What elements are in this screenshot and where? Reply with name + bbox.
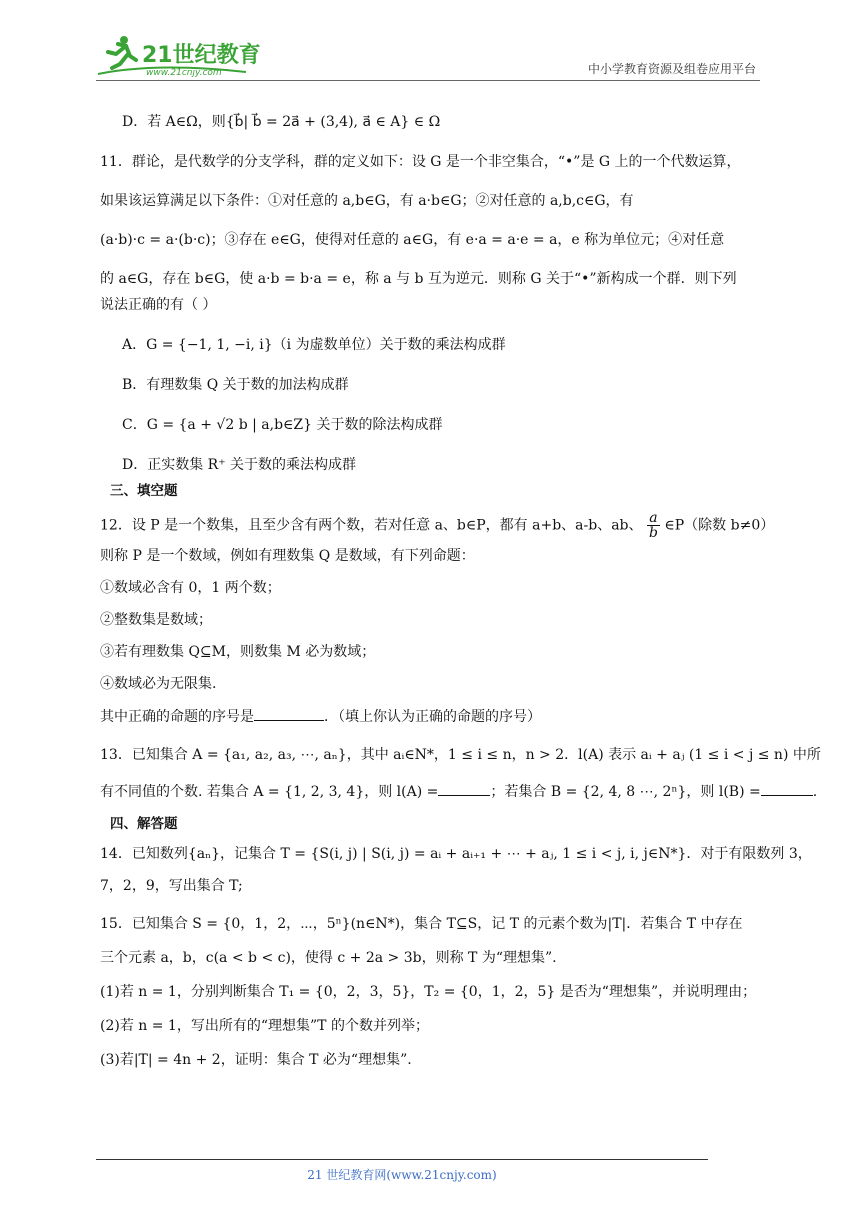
q12-proposition-2: ②整数集是数域； <box>100 612 212 628</box>
q11-option-d: D．正实数集 R⁺ 关于数的乘法构成群 <box>122 457 357 473</box>
q12-proposition-1: ①数域必含有 0，1 两个数； <box>100 580 281 596</box>
q13-text: ；若集合 B = {2, 4, 8 ⋯, 2ⁿ}，则 l(B) = <box>490 784 761 800</box>
question-12 <box>100 510 775 727</box>
footer-divider <box>96 1159 708 1160</box>
q14-line: 7，2，9，写出集合 T; <box>100 878 243 894</box>
header-divider <box>96 80 760 81</box>
site-logo <box>96 34 266 78</box>
q12-line: 则称 P 是一个数域，例如有理数集 Q 是数域，有下列命题： <box>100 548 475 564</box>
question-11 <box>100 152 760 475</box>
q13-line-1: 13．已知集合 A = {a₁, a₂, a₃, ⋯, aₙ}，其中 aᵢ∈N*，1 ≤ i ≤ n，n > 2．l(A) 表示 aᵢ + aⱼ (1 ≤ i < j ≤ n) 中所 <box>100 747 821 763</box>
fraction-a-over-b: $\frac{a}{b}$ <box>648 510 658 541</box>
answer-blank[interactable] <box>761 781 813 796</box>
q14-line: 14．已知数列{aₙ}，记集合 T = {S(i, j) | S(i, j) = aᵢ + aᵢ₊₁ + ⋯ + aⱼ, 1 ≤ i < j, i, j∈N*}．对于有限数列 3， <box>100 846 812 862</box>
answer-blank[interactable] <box>438 781 490 796</box>
svg-text:21世纪教育: 21世纪教育 <box>142 43 261 68</box>
q12-text: 12．设 P 是一个数集，且至少含有两个数，若对任意 a、b∈P，都有 a+b、a-b、ab、 <box>100 517 643 534</box>
q11-option-a: A．G = {−1, 1, −i, i}（i 为虚数单位）关于数的乘法构成群 <box>122 337 506 353</box>
q11-line: 说法正确的有（ ） <box>100 297 217 313</box>
q15-part-2: (2)若 n = 1，写出所有的“理想集”T 的个数并列举； <box>100 1018 429 1034</box>
document-body <box>100 104 821 1070</box>
section-heading-solutions: 四、解答题 <box>110 816 178 832</box>
q11-line: 的 a∈G，存在 b∈G，使 a·b = b·a = e，称 a 与 b 互为逆元．则称 G 关于“•”新构成一个群．则下列 <box>100 271 737 287</box>
q11-line: 11．群论，是代数学的分支学科，群的定义如下：设 G 是一个非空集合，“•”是 G 上的一个代数运算， <box>100 154 741 170</box>
answer-blank[interactable] <box>254 706 324 721</box>
q13-line-2 <box>100 781 818 802</box>
q12-text: ∈P（除数 b≠0） <box>664 517 775 534</box>
question-15 <box>100 914 760 1070</box>
q15-part-3: (3)若|T| = 4n + 2，证明：集合 T 必为“理想集”. <box>100 1052 412 1068</box>
svg-text:www.21cnjy.com: www.21cnjy.com <box>146 68 222 78</box>
q12-proposition-4: ④数域必为无限集. <box>100 676 217 692</box>
q15-part-1: (1)若 n = 1，分别判断集合 T₁ = {0，2，3，5}，T₂ = {0，1，2，5} 是否为“理想集”，并说明理由； <box>100 984 757 1000</box>
q11-option-c: C．G = {a + √2 b | a,b∈Z} 关于数的除法构成群 <box>122 417 443 433</box>
q15-line: 15．已知集合 S = {0，1，2，⋯，5ⁿ}(n∈N*)，集合 T⊆S，记 T 的元素个数为|T|．若集合 T 中存在 <box>100 916 743 932</box>
q12-text: ．（填上你认为正确的命题的序号） <box>324 709 541 725</box>
q10-option-d: D．若 A∈Ω，则{b⃗| b⃗ = 2a⃗ + (3,4), a⃗ ∈ A} ∈ Ω <box>122 114 441 130</box>
q15-line: 三个元素 a，b，c(a < b < c)，使得 c + 2a > 3b，则称 T 为“理想集”. <box>100 950 557 966</box>
q13-text: . <box>812 784 818 800</box>
footer-link[interactable]: 21 世纪教育网(www.21cnjy.com) <box>307 1168 497 1182</box>
platform-name: 中小学教育资源及组卷应用平台 <box>587 62 756 76</box>
page-header <box>96 34 760 80</box>
section-heading-fill-in: 三、填空题 <box>110 483 178 499</box>
q11-option-b: B．有理数集 Q 关于数的加法构成群 <box>122 377 349 393</box>
q12-line-1 <box>100 510 775 541</box>
q11-line: 如果该运算满足以下条件：①对任意的 a,b∈G，有 a·b∈G；②对任意的 a,b,c∈G，有 <box>100 193 634 209</box>
q12-text: 其中正确的命题的序号是 <box>100 709 254 725</box>
q11-line: (a·b)·c = a·(b·c)；③存在 e∈G，使得对任意的 a∈G，有 e·a = a·e = a，e 称为单位元；④对任意 <box>100 232 725 248</box>
question-14 <box>100 844 812 896</box>
q12-answer-line <box>100 706 760 727</box>
q13-text: 有不同值的个数. 若集合 A = {1, 2, 3, 4}，则 l(A) = <box>100 784 439 800</box>
question-13 <box>100 745 821 802</box>
q12-proposition-3: ③若有理数集 Q⊆M，则数集 M 必为数域； <box>100 644 376 660</box>
